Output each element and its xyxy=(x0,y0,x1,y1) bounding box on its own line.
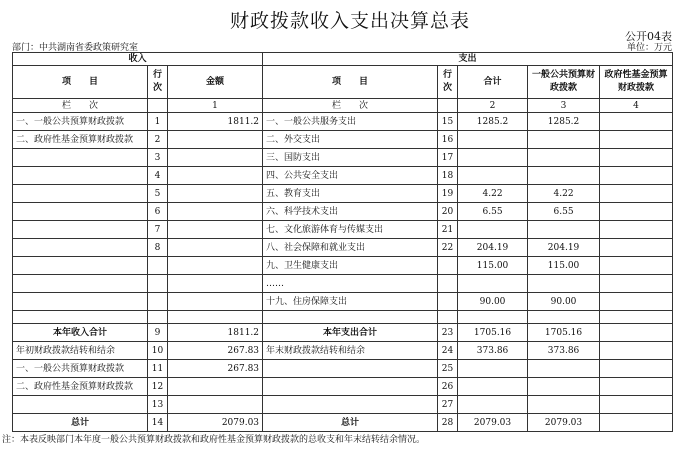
income-amount-cell xyxy=(168,378,263,396)
expense-total-cell xyxy=(458,378,528,396)
income-item-cell: 一、一般公共预算财政拨款 xyxy=(13,113,148,131)
expense-item-cell xyxy=(263,396,438,414)
income-item-cell xyxy=(13,167,148,185)
report-title: 财政拨款收入支出决算总表 xyxy=(229,10,470,32)
income-item-cell: 本年收入合计 xyxy=(13,324,148,342)
expense-total-cell xyxy=(458,221,528,239)
expense-fund-cell xyxy=(600,239,673,257)
report-meta xyxy=(12,40,672,52)
expense-general-cell: 4.22 xyxy=(528,185,600,203)
income-row-no-cell: 14 xyxy=(148,414,168,432)
table-row xyxy=(13,293,673,311)
income-amount-cell xyxy=(168,221,263,239)
expense-row-no-cell: 25 xyxy=(438,360,458,378)
blank-cell xyxy=(600,311,673,324)
form-number: 公开04表 xyxy=(625,30,672,43)
income-amount-cell xyxy=(168,275,263,293)
income-item-cell xyxy=(13,275,148,293)
income-row-no-cell: 13 xyxy=(148,396,168,414)
expense-item-cell: 本年支出合计 xyxy=(263,324,438,342)
expense-general-cell: 204.19 xyxy=(528,239,600,257)
expense-general-cell: 1285.2 xyxy=(528,113,600,131)
header-general-budget: 一般公共预算财政拨款 xyxy=(528,66,600,99)
income-row-no-cell: 12 xyxy=(148,378,168,396)
expense-fund-cell xyxy=(600,414,673,432)
expense-row-no-cell: 15 xyxy=(438,113,458,131)
expense-total-cell xyxy=(458,131,528,149)
income-amount-cell xyxy=(168,293,263,311)
income-row-no-cell: 6 xyxy=(148,203,168,221)
expense-general-cell: 90.00 xyxy=(528,293,600,311)
income-row-no-cell: 7 xyxy=(148,221,168,239)
expense-general-cell xyxy=(528,360,600,378)
header-expense-row-no: 行次 xyxy=(438,66,458,99)
income-amount-cell xyxy=(168,239,263,257)
table-row xyxy=(13,239,673,257)
expense-row-no-cell: 23 xyxy=(438,324,458,342)
expense-general-cell xyxy=(528,378,600,396)
income-item-cell xyxy=(13,185,148,203)
expense-item-cell xyxy=(263,360,438,378)
expense-total-cell: 1285.2 xyxy=(458,113,528,131)
income-amount-cell xyxy=(168,167,263,185)
expense-total-cell xyxy=(458,167,528,185)
income-item-cell xyxy=(13,293,148,311)
table-row xyxy=(13,131,673,149)
summary-row xyxy=(13,324,673,342)
summary-row xyxy=(13,342,673,360)
income-row-no-cell: 1 xyxy=(148,113,168,131)
income-item-cell: 年初财政拨款结转和结余 xyxy=(13,342,148,360)
expense-fund-cell xyxy=(600,257,673,275)
income-item-cell xyxy=(13,221,148,239)
table-row xyxy=(13,113,673,131)
expense-fund-cell xyxy=(600,360,673,378)
header-income-item: 项 目 xyxy=(13,66,148,99)
table-row xyxy=(13,275,673,293)
income-item-cell: 二、政府性基金预算财政拨款 xyxy=(13,378,148,396)
expense-item-cell: …… xyxy=(263,275,438,293)
expense-row-no-cell: 27 xyxy=(438,396,458,414)
blank-cell xyxy=(168,311,263,324)
income-row-no-cell: 3 xyxy=(148,149,168,167)
expense-item-cell xyxy=(263,378,438,396)
header-expense-item: 项 目 xyxy=(263,66,438,99)
expense-total-cell: 373.86 xyxy=(458,342,528,360)
income-amount-cell xyxy=(168,203,263,221)
income-item-cell: 二、政府性基金预算财政拨款 xyxy=(13,131,148,149)
expense-total-cell xyxy=(458,275,528,293)
expense-fund-cell xyxy=(600,324,673,342)
income-amount-cell xyxy=(168,396,263,414)
income-item-cell: 总计 xyxy=(13,414,148,432)
department-label: 部门：中共湖南省委政策研究室 xyxy=(12,43,139,53)
expense-row-no-cell: 17 xyxy=(438,149,458,167)
blank-cell xyxy=(263,311,438,324)
expense-total-cell xyxy=(458,149,528,167)
footnote: 注：本表反映部门本年度一般公共预算财政拨款和政府性基金预算财政拨款的总收支和年末结转结余情况。 xyxy=(2,435,426,445)
expense-item-cell: 十九、住房保障支出 xyxy=(263,293,438,311)
expense-item-cell: 三、国防支出 xyxy=(263,149,438,167)
income-item-cell xyxy=(13,239,148,257)
expense-fund-cell xyxy=(600,293,673,311)
expense-fund-cell xyxy=(600,113,673,131)
expense-item-cell: 七、文化旅游体育与传媒支出 xyxy=(263,221,438,239)
expense-row-no-cell: 26 xyxy=(438,378,458,396)
section-income: 收入 xyxy=(13,53,263,66)
col-number-fund: 4 xyxy=(600,99,673,113)
expense-fund-cell xyxy=(600,342,673,360)
income-row-no-cell: 9 xyxy=(148,324,168,342)
table-row xyxy=(13,167,673,185)
blank-cell xyxy=(13,311,148,324)
income-amount-cell xyxy=(168,257,263,275)
table-row xyxy=(13,185,673,203)
expense-fund-cell xyxy=(600,149,673,167)
expense-general-cell xyxy=(528,221,600,239)
income-amount-cell: 1811.2 xyxy=(168,113,263,131)
expense-general-cell: 2079.03 xyxy=(528,414,600,432)
expense-item-cell: 年末财政拨款结转和结余 xyxy=(263,342,438,360)
expense-item-cell: 一、一般公共服务支出 xyxy=(263,113,438,131)
col-number-blank xyxy=(438,99,458,113)
expense-item-cell: 八、社会保障和就业支出 xyxy=(263,239,438,257)
income-amount-cell xyxy=(168,131,263,149)
blank-cell xyxy=(528,311,600,324)
expense-fund-cell xyxy=(600,167,673,185)
income-amount-cell: 2079.03 xyxy=(168,414,263,432)
income-row-no-cell xyxy=(148,257,168,275)
expense-general-cell xyxy=(528,149,600,167)
income-row-no-cell: 5 xyxy=(148,185,168,203)
table-row xyxy=(13,203,673,221)
expense-general-cell: 6.55 xyxy=(528,203,600,221)
header-amount: 金额 xyxy=(168,66,263,99)
table-row xyxy=(13,257,673,275)
table-row xyxy=(13,149,673,167)
expense-row-no-cell: 19 xyxy=(438,185,458,203)
income-row-no-cell: 8 xyxy=(148,239,168,257)
expense-item-cell: 九、卫生健康支出 xyxy=(263,257,438,275)
expense-row-no-cell: 18 xyxy=(438,167,458,185)
column-header-row xyxy=(13,66,673,99)
header-total: 合计 xyxy=(458,66,528,99)
expense-fund-cell xyxy=(600,378,673,396)
expense-item-cell: 五、教育支出 xyxy=(263,185,438,203)
blank-cell xyxy=(148,311,168,324)
expense-item-cell: 四、公共安全支出 xyxy=(263,167,438,185)
header-fund-budget: 政府性基金预算财政拨款 xyxy=(600,66,673,99)
income-amount-cell xyxy=(168,185,263,203)
section-header-row xyxy=(13,53,673,66)
summary-row xyxy=(13,360,673,378)
summary-row xyxy=(13,378,673,396)
col-number-label: 栏 次 xyxy=(13,99,148,113)
expense-total-cell: 6.55 xyxy=(458,203,528,221)
col-number-blank xyxy=(148,99,168,113)
col-number-income: 1 xyxy=(168,99,263,113)
col-number-expense-label: 栏 次 xyxy=(263,99,438,113)
summary-row xyxy=(13,396,673,414)
expense-row-no-cell xyxy=(438,257,458,275)
expense-fund-cell xyxy=(600,131,673,149)
income-row-no-cell: 4 xyxy=(148,167,168,185)
expense-row-no-cell xyxy=(438,293,458,311)
income-amount-cell: 267.83 xyxy=(168,342,263,360)
income-item-cell xyxy=(13,203,148,221)
expense-total-cell: 204.19 xyxy=(458,239,528,257)
expense-total-cell: 90.00 xyxy=(458,293,528,311)
expense-total-cell xyxy=(458,360,528,378)
income-row-no-cell: 11 xyxy=(148,360,168,378)
expense-general-cell xyxy=(528,167,600,185)
expense-fund-cell xyxy=(600,221,673,239)
blank-cell xyxy=(458,311,528,324)
income-row-no-cell: 10 xyxy=(148,342,168,360)
total-row xyxy=(13,414,673,432)
expense-general-cell xyxy=(528,131,600,149)
expense-row-no-cell: 22 xyxy=(438,239,458,257)
expense-row-no-cell: 24 xyxy=(438,342,458,360)
budget-table xyxy=(12,52,673,432)
expense-general-cell: 115.00 xyxy=(528,257,600,275)
col-number-total: 2 xyxy=(458,99,528,113)
income-row-no-cell: 2 xyxy=(148,131,168,149)
income-row-no-cell xyxy=(148,293,168,311)
unit-label: 单位：万元 xyxy=(626,43,672,53)
expense-fund-cell xyxy=(600,275,673,293)
expense-row-no-cell: 28 xyxy=(438,414,458,432)
column-number-row xyxy=(13,99,673,113)
expense-general-cell xyxy=(528,275,600,293)
expense-item-cell: 六、科学技术支出 xyxy=(263,203,438,221)
expense-fund-cell xyxy=(600,185,673,203)
expense-general-cell: 373.86 xyxy=(528,342,600,360)
expense-total-cell: 1705.16 xyxy=(458,324,528,342)
expense-total-cell: 4.22 xyxy=(458,185,528,203)
header-income-row-no: 行次 xyxy=(148,66,168,99)
expense-fund-cell xyxy=(600,203,673,221)
expense-item-cell: 二、外交支出 xyxy=(263,131,438,149)
expense-item-cell: 总计 xyxy=(263,414,438,432)
income-amount-cell: 267.83 xyxy=(168,360,263,378)
expense-total-cell: 115.00 xyxy=(458,257,528,275)
income-item-cell xyxy=(13,257,148,275)
expense-general-cell: 1705.16 xyxy=(528,324,600,342)
table-row xyxy=(13,221,673,239)
expense-fund-cell xyxy=(600,396,673,414)
expense-row-no-cell: 21 xyxy=(438,221,458,239)
income-item-cell xyxy=(13,396,148,414)
income-item-cell: 一、一般公共预算财政拨款 xyxy=(13,360,148,378)
blank-row xyxy=(13,311,673,324)
expense-row-no-cell: 20 xyxy=(438,203,458,221)
expense-row-no-cell xyxy=(438,275,458,293)
income-row-no-cell xyxy=(148,275,168,293)
expense-total-cell xyxy=(458,396,528,414)
income-amount-cell xyxy=(168,149,263,167)
blank-cell xyxy=(438,311,458,324)
col-number-general: 3 xyxy=(528,99,600,113)
expense-total-cell: 2079.03 xyxy=(458,414,528,432)
income-amount-cell: 1811.2 xyxy=(168,324,263,342)
section-expense: 支出 xyxy=(263,53,673,66)
expense-general-cell xyxy=(528,396,600,414)
expense-row-no-cell: 16 xyxy=(438,131,458,149)
income-item-cell xyxy=(13,149,148,167)
